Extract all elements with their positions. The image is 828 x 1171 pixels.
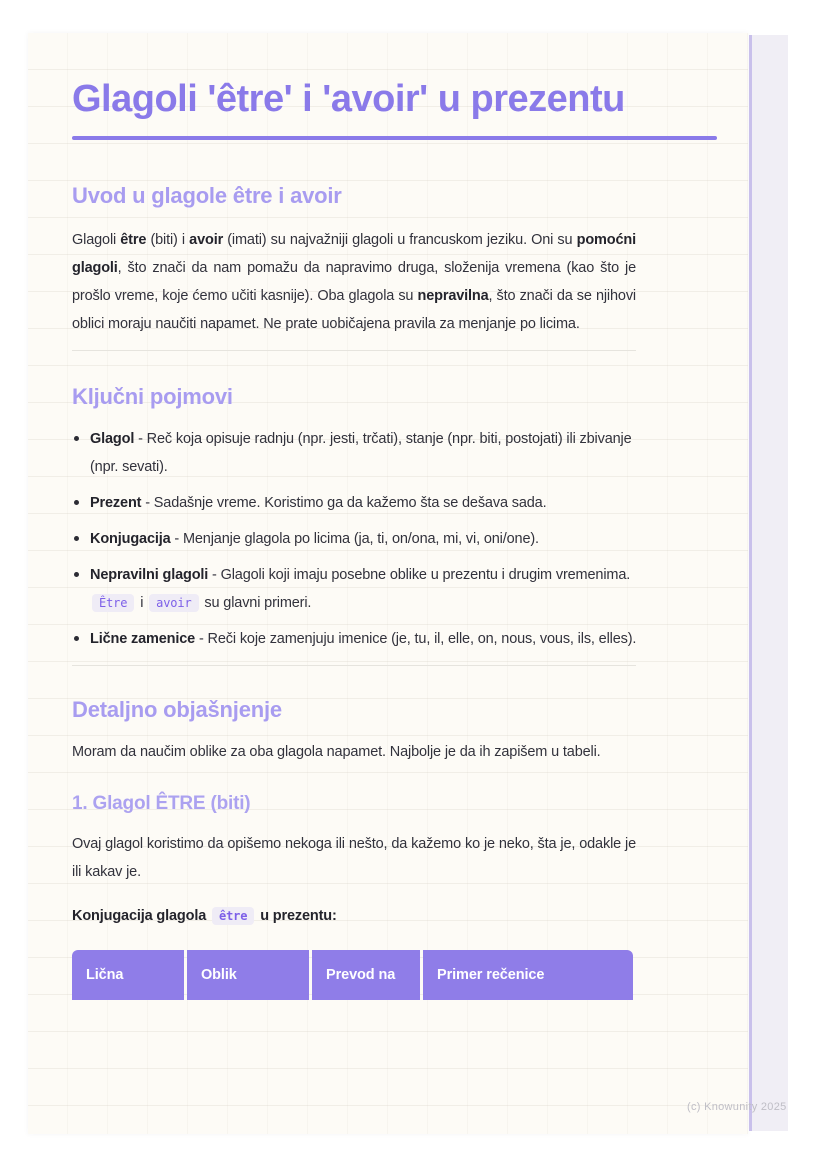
list-item-text: Glagol - Reč koja opisuje radnju (npr. jesti, trčati), stanje (npr. biti, postojati) ili zbivanje (npr. sevati). [90, 431, 632, 475]
table-header-cell: Lična [72, 950, 184, 1000]
bullet-dot [74, 536, 79, 541]
table-header-cell: Oblik [187, 950, 309, 1000]
conjugation-label: Konjugacija glagola être u prezentu: [72, 908, 337, 924]
list-item [72, 425, 650, 481]
table-header-cell: Primer rečenice [423, 950, 633, 1000]
intro-paragraph: Glagoli être (biti) i avoir (imati) su najvažniji glagoli u francuskom jeziku. Oni su pomoćni glagoli, što znači da nam pomažu da napravimo druga, složenija vremena (kao što je prošlo vreme, koje ćemo učiti kasnije). Oba glagola su nepravilna, što znači da se njihovi oblici moraju naučiti napamet. Ne prate uobičajena pravila za menjanje po licima. [72, 232, 637, 332]
adjacent-page-edge [749, 35, 788, 1131]
list-item-text: Nepravilni glagoli - Glagoli koji imaju posebne oblike u prezentu i drugim vremenima. Être i avoir su glavni primeri. [90, 567, 631, 611]
list-item-text: Konjugacija - Menjanje glagola po licima (ja, ti, on/ona, mi, vi, oni/one). [90, 531, 539, 547]
bullet-dot [74, 436, 79, 441]
page-card [28, 33, 748, 1134]
section-divider [72, 350, 636, 351]
list-item [72, 561, 650, 617]
list-item-text: Prezent - Sadašnje vreme. Koristimo ga da kažemo šta se dešava sada. [90, 495, 547, 511]
inline-code-chip: Être [92, 594, 134, 612]
list-item-text: Lične zamenice - Reči koje zamenjuju imenice (je, tu, il, elle, on, nous, vous, ils, elles). [90, 631, 637, 647]
etre-paragraph: Ovaj glagol koristimo da opišemo nekoga ili nešto, da kažemo ko je neko, šta je, odakle je ili kakav je. [72, 836, 636, 880]
subsection-heading-etre: 1. Glagol ÊTRE (biti) [72, 793, 251, 814]
detail-paragraph: Moram da naučim oblike za oba glagola napamet. Najbolje je da ih zapišem u tabeli. [72, 744, 601, 760]
list-item [72, 489, 650, 517]
watermark: (c) Knowunity 2025 [687, 1101, 787, 1113]
list-item [72, 625, 650, 653]
inline-code-chip: être [212, 907, 254, 925]
bullet-dot [74, 636, 79, 641]
section-heading-detail: Detaljno objašnjenje [72, 697, 282, 722]
title-rule [72, 136, 717, 140]
inline-code-chip: avoir [149, 594, 198, 612]
conjugation-table [72, 950, 636, 1000]
section-divider [72, 665, 636, 666]
bullet-dot [74, 572, 79, 577]
bullet-dot [74, 500, 79, 505]
list-item [72, 525, 650, 553]
page-content [72, 73, 717, 1000]
key-terms-list [72, 425, 650, 653]
section-heading-key-terms: Ključni pojmovi [72, 384, 233, 409]
section-heading-intro: Uvod u glagole être i avoir [72, 183, 342, 208]
document-title: Glagoli 'être' i 'avoir' u prezentu [72, 78, 625, 120]
table-header-cell: Prevod na [312, 950, 420, 1000]
